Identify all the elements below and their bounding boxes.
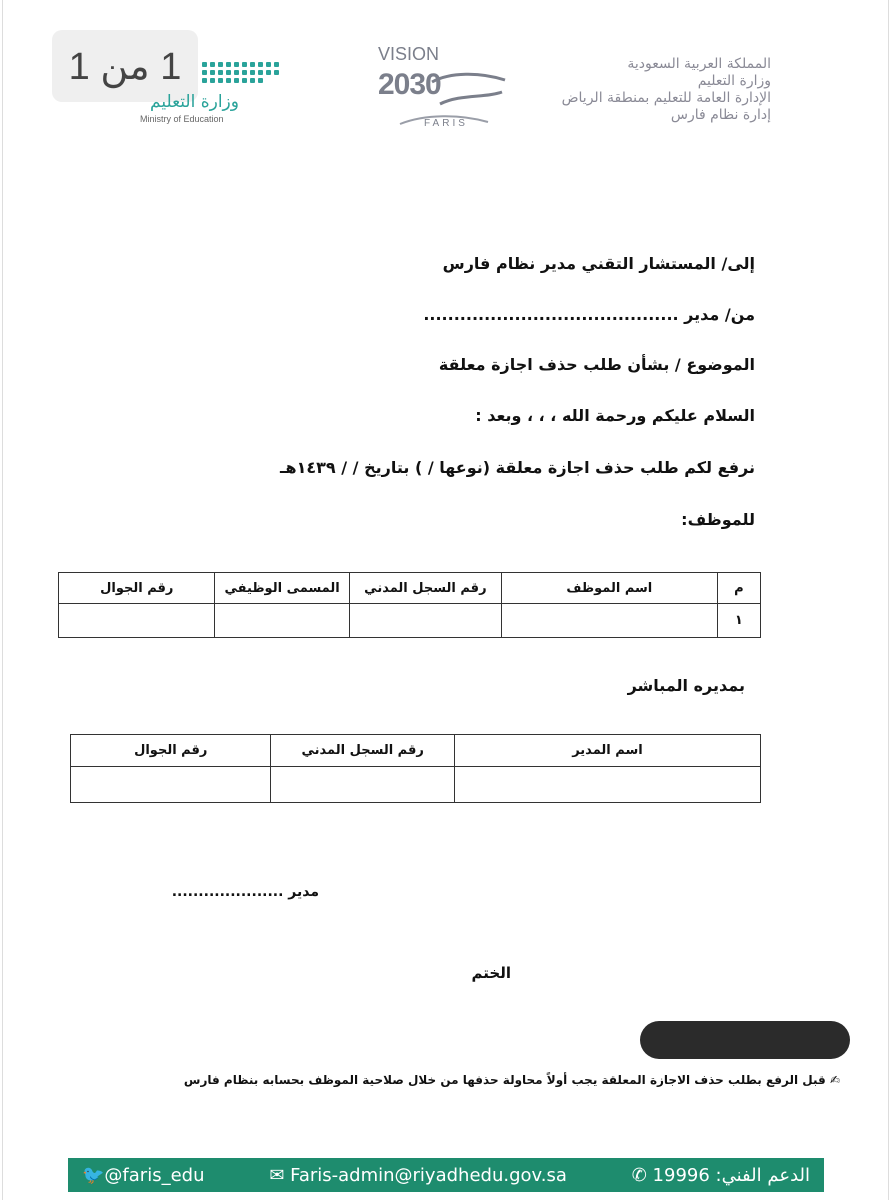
- footer-email[interactable]: ✉ Faris-admin@riyadhedu.gov.sa: [269, 1164, 567, 1186]
- stamp-label: الختم: [471, 964, 511, 982]
- table-header: المسمى الوظيفي: [215, 573, 349, 604]
- manager-table: [70, 734, 761, 803]
- vision-label: VISION: [378, 44, 440, 64]
- ministry-name: وزارة التعليم: [697, 73, 771, 89]
- footer-bar: [68, 1158, 824, 1192]
- system-name: إدارة نظام فارس: [670, 107, 771, 123]
- letter-to: إلى/ المستشار التقني مدير نظام فارس: [442, 254, 755, 273]
- table-header: رقم السجل المدني: [349, 573, 501, 604]
- vision-year: 2030: [378, 68, 441, 101]
- employee-table: [58, 572, 761, 638]
- table-cell: [215, 604, 349, 638]
- table-cell: [59, 604, 215, 638]
- footer-support[interactable]: الدعم الفني: 19996 ✆: [631, 1164, 810, 1186]
- table-row: [59, 604, 761, 638]
- department-name: الإدارة العامة للتعليم بمنطقة الرياض: [561, 90, 771, 106]
- table-header: رقم السجل المدني: [271, 735, 455, 767]
- signature-line: مدير .....................: [171, 884, 319, 900]
- redaction-bar: [640, 1021, 850, 1059]
- table-cell: [349, 604, 501, 638]
- faris-logo-text: FARIS: [424, 118, 468, 129]
- table-header-row: [59, 573, 761, 604]
- table-header: اسم الموظف: [501, 573, 717, 604]
- letter-from: من/ مدير ..........................................: [423, 305, 755, 324]
- letter-subject: الموضوع / بشأن طلب حذف اجازة معلقة: [438, 355, 755, 374]
- letter-for-employee: للموظف:: [681, 510, 755, 529]
- table-row: [71, 767, 761, 803]
- table-cell: [454, 767, 760, 803]
- table-header: اسم المدير: [454, 735, 760, 767]
- table-cell: [501, 604, 717, 638]
- phone-icon: ✆: [631, 1164, 653, 1186]
- table-cell: ١: [717, 604, 760, 638]
- mail-icon: ✉: [269, 1164, 291, 1186]
- letterhead: [562, 56, 771, 124]
- table-cell: [271, 767, 455, 803]
- instruction-note: ✍ قبل الرفع بطلب حذف الاجازة المعلقة يجب أولاً محاولة حذفها من خلال صلاحية الموظف بحسابه بنظام فارس: [183, 1073, 840, 1087]
- table-header: م: [717, 573, 760, 604]
- table-header: رقم الجوال: [71, 735, 271, 767]
- letter-greeting: السلام عليكم ورحمة الله ، ، ، وبعد :: [475, 406, 755, 425]
- manager-label: بمديره المباشر: [627, 676, 745, 695]
- letter-request: نرفع لكم طلب حذف اجازة معلقة (نوعها / ) بتاريخ / / ١٤٣٩هـ: [280, 458, 755, 477]
- table-header-row: [71, 735, 761, 767]
- table-header: رقم الجوال: [59, 573, 215, 604]
- country-name: المملكة العربية السعودية: [627, 56, 771, 72]
- moe-logo-english: Ministry of Education: [140, 114, 224, 124]
- twitter-icon: 🐦: [82, 1164, 105, 1186]
- page-indicator: 1 من 1: [52, 30, 198, 102]
- moe-logo-arabic: وزارة التعليم: [150, 92, 239, 112]
- footer-twitter[interactable]: 🐦@faris_edu: [82, 1164, 205, 1186]
- table-cell: [71, 767, 271, 803]
